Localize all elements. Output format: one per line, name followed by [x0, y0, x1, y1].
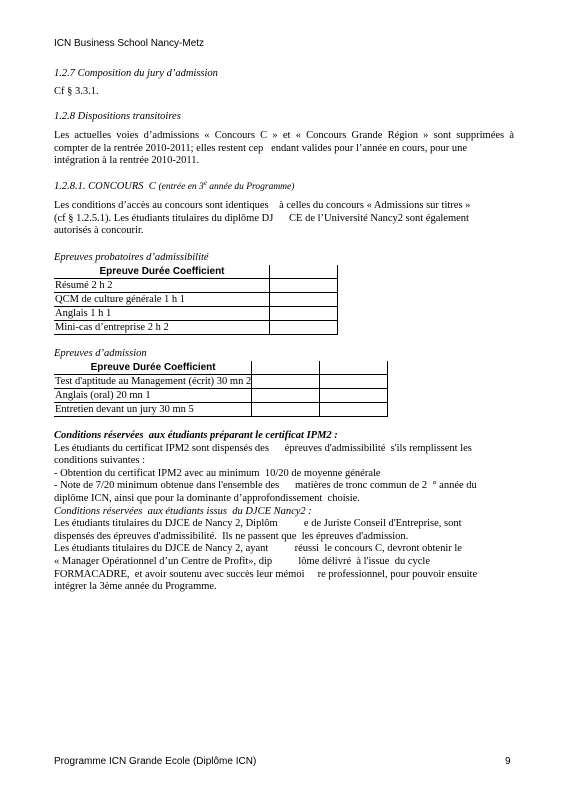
page-number: 9	[505, 756, 511, 767]
page-footer: Programme ICN Grande Ecole (Diplôme ICN)	[54, 756, 257, 767]
table-row	[54, 389, 388, 403]
text-line: intégrer la 3ème année du Programme.	[54, 581, 217, 593]
table-row	[54, 321, 338, 335]
table-cell-empty	[252, 403, 320, 417]
table-row	[54, 293, 338, 307]
table-cell-empty	[270, 293, 338, 307]
table-header-row	[54, 265, 338, 279]
table-header-cell: Epreuve Durée Coefficient	[54, 361, 252, 375]
table-cell-empty	[270, 307, 338, 321]
table-row	[54, 375, 388, 389]
table-row	[54, 307, 338, 321]
table-cell: Mini-cas d’entreprise 2 h 2	[54, 321, 270, 335]
table-row	[54, 403, 388, 417]
table-cell-empty	[320, 361, 388, 375]
table1-caption: Epreuves probatoires d’admissibilité	[54, 252, 209, 263]
table-cell-empty	[252, 375, 320, 389]
text-line: Les étudiants titulaires du DJCE de Nancy 2, Diplôm e de Juriste Conseil d'Entreprise, sont	[54, 518, 462, 530]
djce-title: Conditions réservées aux étudiants issus du DJCE Nancy2 :	[54, 505, 312, 517]
table-cell-empty	[252, 389, 320, 403]
table-header-cell: Epreuve Durée Coefficient	[54, 265, 270, 279]
text-line: intégration à la rentrée 2010-2011.	[54, 155, 200, 167]
admission-table	[54, 361, 388, 417]
text-line: (cf § 1.2.5.1). Les étudiants titulaires du diplôme DJ CE de l’Université Nancy2 sont également	[54, 212, 469, 224]
table-cell: Anglais 1 h 1	[54, 307, 270, 321]
text-line: - Obtention du certificat IPM2 avec au minimum 10/20 de moyenne générale	[54, 467, 381, 479]
table-cell: Résumé 2 h 2	[54, 279, 270, 293]
title-main: 1.2.8.1. CONCOURS C	[54, 181, 159, 192]
table-row	[54, 279, 338, 293]
title-sup: e	[203, 178, 207, 187]
table2-caption: Epreuves d’admission	[54, 348, 147, 359]
page-header: ICN Business School Nancy-Metz	[54, 38, 205, 49]
text-line: diplôme ICN, ainsi que pour la dominante d’approfondissement choisie.	[54, 492, 360, 504]
section-1-2-7-title: 1.2.7 Composition du jury d’admission	[54, 68, 218, 79]
conditions-section	[54, 430, 514, 594]
text-line: - Note de 7/20 minimum obtenue dans l'ensemble des matières de tronc commun de 2 ° année du	[54, 480, 477, 492]
text-line: « Manager Opérationnel d’un Centre de Profit», dip lôme délivré à l'issue du cycle	[54, 555, 430, 567]
ipm2-title: Conditions réservées aux étudiants préparant le certificat IPM2 :	[54, 430, 338, 441]
title-paren-pre: (entrée en 3	[158, 182, 204, 192]
text-line: Les actuelles voies d’admissions « Concours C » et « Concours Grande Région » sont supprimées à	[54, 130, 514, 141]
table-cell-empty	[270, 265, 338, 279]
section-1-2-8-title: 1.2.8 Dispositions transitoires	[54, 111, 181, 122]
admissibility-table	[54, 265, 338, 335]
table-cell: QCM de culture générale 1 h 1	[54, 293, 270, 307]
section-1-2-8-1-body	[54, 200, 514, 238]
text-line: Les étudiants du certificat IPM2 sont dispensés des épreuves d'admissibilité s'ils remplissent les	[54, 442, 472, 454]
table-cell: Anglais (oral) 20 mn 1	[54, 389, 252, 403]
table-cell-empty	[270, 321, 338, 335]
text-line: dispensés des épreuves d'admissibilité. Ils ne passent que les épreuves d'admission.	[54, 530, 409, 542]
text-line: compter de la rentrée 2010-2011; elles restent cep endant valides pour l’année en cours, pour une	[54, 142, 468, 154]
text-line: Les étudiants titulaires du DJCE de Nancy 2, ayant réussi le concours C, devront obtenir le	[54, 543, 462, 555]
table-cell-empty	[270, 279, 338, 293]
text-line: FORMACADRE, et avoir soutenu avec succès leur mémoi re professionnel, pour pouvoir ensuite	[54, 568, 478, 580]
table-cell-empty	[320, 403, 388, 417]
table-cell-empty	[252, 361, 320, 375]
text-line: autorisés à concourir.	[54, 225, 144, 237]
text-line: Les conditions d’accès au concours sont identiques à celles du concours « Admissions sur titres »	[54, 200, 471, 211]
section-1-2-8-body	[54, 130, 514, 168]
title-paren	[158, 178, 295, 192]
table-cell: Test d'aptitude au Management (écrit) 30 mn 2	[55, 376, 252, 387]
section-1-2-8-1-title	[54, 178, 295, 194]
table-header-row	[54, 361, 388, 375]
table-cell-empty	[320, 375, 388, 389]
title-paren-post: année du Programme)	[206, 182, 295, 192]
table-cell: Entretien devant un jury 30 mn 5	[54, 403, 252, 417]
text-line: conditions suivantes :	[54, 455, 145, 467]
section-1-2-7-body: Cf § 3.3.1.	[54, 86, 99, 97]
table-cell-empty	[320, 389, 388, 403]
